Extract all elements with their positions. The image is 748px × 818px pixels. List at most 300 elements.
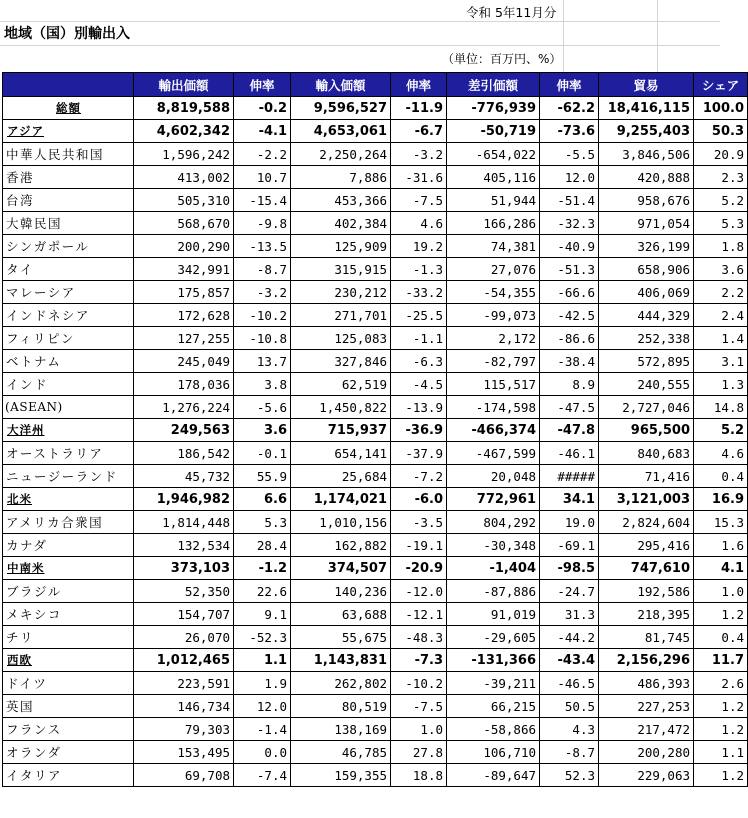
cell-value: ##### <box>540 465 599 488</box>
cell-value: 69,708 <box>134 764 234 787</box>
cell-value: 3,121,003 <box>599 488 694 511</box>
table-row <box>3 327 748 350</box>
cell-value: 572,895 <box>599 350 694 373</box>
cell-value: 1,814,448 <box>134 511 234 534</box>
cell-value: 2,824,604 <box>599 511 694 534</box>
cell-value: 200,280 <box>599 741 694 764</box>
page-title: 地域（国）別輸出入 <box>4 26 130 42</box>
cell-value: 6.6 <box>234 488 291 511</box>
cell-value: 1.1 <box>694 741 748 764</box>
cell-value: 1.4 <box>694 327 748 350</box>
cell-value: -58,866 <box>447 718 540 741</box>
cell-value: 79,303 <box>134 718 234 741</box>
table-row <box>3 511 748 534</box>
cell-value: 125,909 <box>291 235 391 258</box>
cell-value: 12.0 <box>540 166 599 189</box>
cell-value: 4,602,342 <box>134 120 234 143</box>
cell-value: -87,886 <box>447 580 540 603</box>
cell-value: 804,292 <box>447 511 540 534</box>
cell-value: -47.8 <box>540 419 599 442</box>
cell-value: -40.9 <box>540 235 599 258</box>
cell-value: -1.2 <box>234 557 291 580</box>
cell-value: -9.8 <box>234 212 291 235</box>
cell-value: 71,416 <box>599 465 694 488</box>
cell-value: 166,286 <box>447 212 540 235</box>
row-label: ベトナム <box>3 350 134 373</box>
cell-value: -44.2 <box>540 626 599 649</box>
cell-value: 25,684 <box>291 465 391 488</box>
table-row <box>3 603 748 626</box>
cell-value: 12.0 <box>234 695 291 718</box>
cell-value: -62.2 <box>540 97 599 120</box>
cell-value: 22.6 <box>234 580 291 603</box>
cell-value: 31.3 <box>540 603 599 626</box>
cell-value: 1,143,831 <box>291 649 391 672</box>
cell-value: -29,605 <box>447 626 540 649</box>
cell-value: -10.2 <box>234 304 291 327</box>
cell-value: 19.0 <box>540 511 599 534</box>
cell-value: 402,384 <box>291 212 391 235</box>
cell-value: 262,802 <box>291 672 391 695</box>
cell-value: 106,710 <box>447 741 540 764</box>
table-row <box>3 212 748 235</box>
cell-value: 420,888 <box>599 166 694 189</box>
cell-value: 27,076 <box>447 258 540 281</box>
row-label: イタリア <box>3 764 134 787</box>
cell-value: -36.9 <box>391 419 447 442</box>
corner-cell <box>3 73 134 97</box>
cell-value: -25.5 <box>391 304 447 327</box>
cell-value: 3.6 <box>234 419 291 442</box>
cell-value: 20,048 <box>447 465 540 488</box>
col-export-growth: 伸率 <box>234 73 291 97</box>
cell-value: -11.9 <box>391 97 447 120</box>
cell-value: 55,675 <box>291 626 391 649</box>
cell-value: -6.0 <box>391 488 447 511</box>
cell-value: 178,036 <box>134 373 234 396</box>
cell-value: 63,688 <box>291 603 391 626</box>
cell-value: -47.5 <box>540 396 599 419</box>
cell-value: -0.1 <box>234 442 291 465</box>
cell-value: 271,701 <box>291 304 391 327</box>
cell-value: -6.3 <box>391 350 447 373</box>
cell-value: 227,253 <box>599 695 694 718</box>
table-body <box>3 97 748 787</box>
row-label: フィリピン <box>3 327 134 350</box>
cell-value: 19.2 <box>391 235 447 258</box>
cell-value: 654,141 <box>291 442 391 465</box>
table-row <box>3 557 748 580</box>
cell-value: 1.8 <box>694 235 748 258</box>
table-row <box>3 258 748 281</box>
row-label: ニュージーランド <box>3 465 134 488</box>
cell-value: 4.6 <box>694 442 748 465</box>
cell-value: 568,670 <box>134 212 234 235</box>
cell-value: 2.2 <box>694 281 748 304</box>
cell-value: 52,350 <box>134 580 234 603</box>
cell-value: 27.8 <box>391 741 447 764</box>
cell-value: 175,857 <box>134 281 234 304</box>
table-row <box>3 189 748 212</box>
cell-value: -7.4 <box>234 764 291 787</box>
cell-value: -5.6 <box>234 396 291 419</box>
cell-value: 1,012,465 <box>134 649 234 672</box>
cell-value: 2.3 <box>694 166 748 189</box>
cell-value: 1.2 <box>694 695 748 718</box>
cell-value: 132,534 <box>134 534 234 557</box>
cell-value: 223,591 <box>134 672 234 695</box>
table-row <box>3 120 748 143</box>
cell-value: -46.1 <box>540 442 599 465</box>
cell-value: 5.3 <box>694 212 748 235</box>
cell-value: 958,676 <box>599 189 694 212</box>
cell-value: -42.5 <box>540 304 599 327</box>
cell-value: 2.4 <box>694 304 748 327</box>
cell-value: 218,395 <box>599 603 694 626</box>
table-row <box>3 718 748 741</box>
col-import-growth: 伸率 <box>391 73 447 97</box>
cell-value: 965,500 <box>599 419 694 442</box>
cell-value: 18.8 <box>391 764 447 787</box>
cell-value: -3.5 <box>391 511 447 534</box>
table-row <box>3 97 748 120</box>
cell-value: 46,785 <box>291 741 391 764</box>
cell-value: 715,937 <box>291 419 391 442</box>
cell-value: -3.2 <box>234 281 291 304</box>
row-label: 台湾 <box>3 189 134 212</box>
cell-value: -1.3 <box>391 258 447 281</box>
cell-value: 486,393 <box>599 672 694 695</box>
row-label: オーストラリア <box>3 442 134 465</box>
cell-value: -467,599 <box>447 442 540 465</box>
cell-value: -174,598 <box>447 396 540 419</box>
cell-value: 747,610 <box>599 557 694 580</box>
cell-value: -6.7 <box>391 120 447 143</box>
cell-value: 20.9 <box>694 143 748 166</box>
cell-value: 2,172 <box>447 327 540 350</box>
cell-value: -10.2 <box>391 672 447 695</box>
table-row <box>3 419 748 442</box>
cell-value: -54,355 <box>447 281 540 304</box>
col-trade-total: 貿易 <box>599 73 694 97</box>
cell-value: -12.1 <box>391 603 447 626</box>
col-import-value: 輸入価額 <box>291 73 391 97</box>
cell-value: -2.2 <box>234 143 291 166</box>
cell-value: 16.9 <box>694 488 748 511</box>
cell-value: 51,944 <box>447 189 540 212</box>
cell-value: 34.1 <box>540 488 599 511</box>
row-label: シンガポール <box>3 235 134 258</box>
cell-value: 326,199 <box>599 235 694 258</box>
cell-value: 9,596,527 <box>291 97 391 120</box>
cell-value: -43.4 <box>540 649 599 672</box>
row-label: フランス <box>3 718 134 741</box>
cell-value: 2,250,264 <box>291 143 391 166</box>
cell-value: 115,517 <box>447 373 540 396</box>
table-row <box>3 143 748 166</box>
cell-value: 153,495 <box>134 741 234 764</box>
cell-value: -32.3 <box>540 212 599 235</box>
report-date: 令和 5年11月分 <box>466 5 557 20</box>
grid-line <box>563 0 564 72</box>
unit-note: （単位：百万円、%） <box>442 52 562 66</box>
cell-value: 1.2 <box>694 603 748 626</box>
table-row <box>3 695 748 718</box>
cell-value: 444,329 <box>599 304 694 327</box>
cell-value: 252,338 <box>599 327 694 350</box>
cell-value: 1,276,224 <box>134 396 234 419</box>
cell-value: 2.6 <box>694 672 748 695</box>
cell-value: 66,215 <box>447 695 540 718</box>
cell-value: 245,049 <box>134 350 234 373</box>
cell-value: 138,169 <box>291 718 391 741</box>
cell-value: 159,355 <box>291 764 391 787</box>
cell-value: 3,846,506 <box>599 143 694 166</box>
cell-value: 18,416,115 <box>599 97 694 120</box>
cell-value: -654,022 <box>447 143 540 166</box>
row-label: アメリカ合衆国 <box>3 511 134 534</box>
grid-line <box>0 21 720 22</box>
cell-value: 342,991 <box>134 258 234 281</box>
cell-value: 4.6 <box>391 212 447 235</box>
cell-value: 13.7 <box>234 350 291 373</box>
cell-value: 1.3 <box>694 373 748 396</box>
row-label: 北米 <box>3 488 134 511</box>
cell-value: 10.7 <box>234 166 291 189</box>
table-row <box>3 764 748 787</box>
cell-value: 405,116 <box>447 166 540 189</box>
row-label: マレーシア <box>3 281 134 304</box>
table-row <box>3 396 748 419</box>
table-row <box>3 465 748 488</box>
cell-value: 1,010,156 <box>291 511 391 534</box>
cell-value: -46.5 <box>540 672 599 695</box>
table-row <box>3 235 748 258</box>
cell-value: 5.2 <box>694 419 748 442</box>
cell-value: 14.8 <box>694 396 748 419</box>
table-row <box>3 166 748 189</box>
cell-value: -51.4 <box>540 189 599 212</box>
cell-value: -39,211 <box>447 672 540 695</box>
cell-value: 229,063 <box>599 764 694 787</box>
table-row <box>3 672 748 695</box>
cell-value: 100.0 <box>694 97 748 120</box>
cell-value: 55.9 <box>234 465 291 488</box>
cell-value: 1,596,242 <box>134 143 234 166</box>
cell-value: 3.8 <box>234 373 291 396</box>
row-label: オランダ <box>3 741 134 764</box>
cell-value: 1.0 <box>391 718 447 741</box>
cell-value: 0.0 <box>234 741 291 764</box>
cell-value: -7.3 <box>391 649 447 672</box>
row-label: インドネシア <box>3 304 134 327</box>
cell-value: 413,002 <box>134 166 234 189</box>
cell-value: 200,290 <box>134 235 234 258</box>
table-row <box>3 626 748 649</box>
cell-value: -13.9 <box>391 396 447 419</box>
cell-value: -73.6 <box>540 120 599 143</box>
grid-line <box>0 45 720 46</box>
cell-value: 1,450,822 <box>291 396 391 419</box>
cell-value: 2,727,046 <box>599 396 694 419</box>
cell-value: 9.1 <box>234 603 291 626</box>
cell-value: 8,819,588 <box>134 97 234 120</box>
row-label: (ASEAN) <box>3 396 134 419</box>
cell-value: 373,103 <box>134 557 234 580</box>
cell-value: 140,236 <box>291 580 391 603</box>
cell-value: 230,212 <box>291 281 391 304</box>
cell-value: -52.3 <box>234 626 291 649</box>
row-label: 西欧 <box>3 649 134 672</box>
cell-value: -66.6 <box>540 281 599 304</box>
cell-value: 127,255 <box>134 327 234 350</box>
cell-value: 154,707 <box>134 603 234 626</box>
cell-value: 1,946,982 <box>134 488 234 511</box>
cell-value: 2,156,296 <box>599 649 694 672</box>
cell-value: 52.3 <box>540 764 599 787</box>
cell-value: 15.3 <box>694 511 748 534</box>
table-row <box>3 488 748 511</box>
row-label: 英国 <box>3 695 134 718</box>
cell-value: -37.9 <box>391 442 447 465</box>
cell-value: 4,653,061 <box>291 120 391 143</box>
cell-value: -466,374 <box>447 419 540 442</box>
cell-value: -10.8 <box>234 327 291 350</box>
cell-value: 658,906 <box>599 258 694 281</box>
cell-value: -51.3 <box>540 258 599 281</box>
table-row <box>3 580 748 603</box>
cell-value: 162,882 <box>291 534 391 557</box>
header-row <box>3 73 748 97</box>
row-label: アジア <box>3 120 134 143</box>
cell-value: -1.4 <box>234 718 291 741</box>
cell-value: 971,054 <box>599 212 694 235</box>
row-label: 総額 <box>3 97 134 120</box>
cell-value: -12.0 <box>391 580 447 603</box>
cell-value: -82,797 <box>447 350 540 373</box>
row-label: タイ <box>3 258 134 281</box>
cell-value: 1.1 <box>234 649 291 672</box>
table-row <box>3 304 748 327</box>
cell-value: 374,507 <box>291 557 391 580</box>
row-label: カナダ <box>3 534 134 557</box>
cell-value: 9,255,403 <box>599 120 694 143</box>
cell-value: 3.6 <box>694 258 748 281</box>
cell-value: -15.4 <box>234 189 291 212</box>
cell-value: 7,886 <box>291 166 391 189</box>
row-label: インド <box>3 373 134 396</box>
cell-value: -48.3 <box>391 626 447 649</box>
cell-value: -33.2 <box>391 281 447 304</box>
cell-value: 327,846 <box>291 350 391 373</box>
cell-value: 1.2 <box>694 764 748 787</box>
cell-value: 0.4 <box>694 465 748 488</box>
row-label: ブラジル <box>3 580 134 603</box>
cell-value: 172,628 <box>134 304 234 327</box>
table-row <box>3 442 748 465</box>
cell-value: -3.2 <box>391 143 447 166</box>
cell-value: -8.7 <box>234 258 291 281</box>
cell-value: 5.3 <box>234 511 291 534</box>
row-label: 中華人民共和国 <box>3 143 134 166</box>
col-share: シェア <box>694 73 748 97</box>
table-row <box>3 373 748 396</box>
cell-value: 91,019 <box>447 603 540 626</box>
cell-value: 50.5 <box>540 695 599 718</box>
cell-value: -99,073 <box>447 304 540 327</box>
cell-value: 4.1 <box>694 557 748 580</box>
cell-value: 81,745 <box>599 626 694 649</box>
cell-value: 28.4 <box>234 534 291 557</box>
cell-value: -20.9 <box>391 557 447 580</box>
cell-value: 217,472 <box>599 718 694 741</box>
cell-value: 453,366 <box>291 189 391 212</box>
cell-value: 1.0 <box>694 580 748 603</box>
cell-value: 295,416 <box>599 534 694 557</box>
cell-value: 45,732 <box>134 465 234 488</box>
cell-value: 3.1 <box>694 350 748 373</box>
row-label: チリ <box>3 626 134 649</box>
cell-value: 1.6 <box>694 534 748 557</box>
cell-value: -24.7 <box>540 580 599 603</box>
cell-value: -86.6 <box>540 327 599 350</box>
row-label: 大洋州 <box>3 419 134 442</box>
cell-value: -131,366 <box>447 649 540 672</box>
cell-value: 249,563 <box>134 419 234 442</box>
cell-value: 406,069 <box>599 281 694 304</box>
cell-value: 62,519 <box>291 373 391 396</box>
col-export-value: 輸出価額 <box>134 73 234 97</box>
cell-value: 4.3 <box>540 718 599 741</box>
cell-value: -1,404 <box>447 557 540 580</box>
cell-value: 125,083 <box>291 327 391 350</box>
cell-value: -69.1 <box>540 534 599 557</box>
cell-value: -0.2 <box>234 97 291 120</box>
cell-value: 1.2 <box>694 718 748 741</box>
row-label: 中南米 <box>3 557 134 580</box>
cell-value: 840,683 <box>599 442 694 465</box>
table-row <box>3 741 748 764</box>
cell-value: -98.5 <box>540 557 599 580</box>
cell-value: -1.1 <box>391 327 447 350</box>
cell-value: 240,555 <box>599 373 694 396</box>
cell-value: -5.5 <box>540 143 599 166</box>
cell-value: 772,961 <box>447 488 540 511</box>
col-balance-value: 差引価額 <box>447 73 540 97</box>
trade-table <box>2 72 748 787</box>
cell-value: -19.1 <box>391 534 447 557</box>
row-label: 大韓民国 <box>3 212 134 235</box>
row-label: ドイツ <box>3 672 134 695</box>
cell-value: -8.7 <box>540 741 599 764</box>
cell-value: -89,647 <box>447 764 540 787</box>
cell-value: 0.4 <box>694 626 748 649</box>
cell-value: 1.9 <box>234 672 291 695</box>
cell-value: 315,915 <box>291 258 391 281</box>
cell-value: 26,070 <box>134 626 234 649</box>
cell-value: -4.1 <box>234 120 291 143</box>
table-row <box>3 534 748 557</box>
cell-value: -776,939 <box>447 97 540 120</box>
cell-value: -13.5 <box>234 235 291 258</box>
cell-value: -38.4 <box>540 350 599 373</box>
cell-value: -50,719 <box>447 120 540 143</box>
cell-value: 5.2 <box>694 189 748 212</box>
cell-value: -31.6 <box>391 166 447 189</box>
cell-value: -7.5 <box>391 695 447 718</box>
cell-value: 74,381 <box>447 235 540 258</box>
cell-value: -7.5 <box>391 189 447 212</box>
